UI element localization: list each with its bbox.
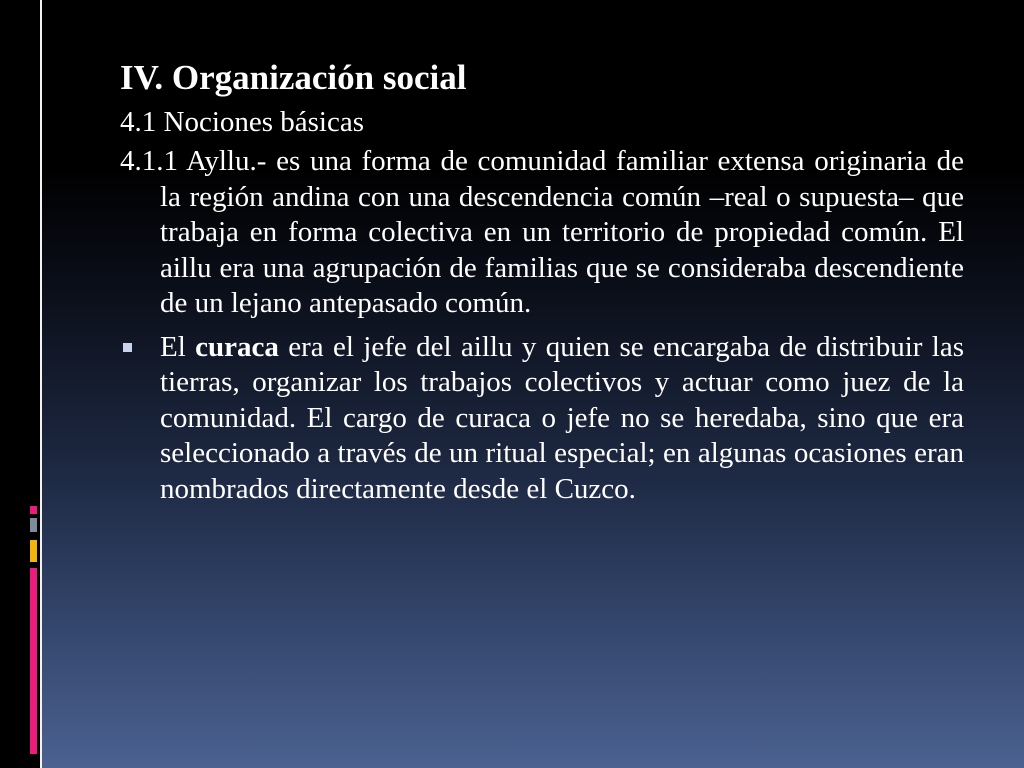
accent-bar-yellow [30, 540, 37, 562]
bullet-bold-term: curaca [195, 330, 279, 363]
section-subtitle: 4.1 Nociones básicas [120, 106, 365, 138]
bullet-lead-text: El [160, 330, 196, 363]
slide-title: IV. Organización social [120, 58, 467, 97]
curaca-bullet-item [120, 330, 964, 508]
accent-bar-pink [30, 568, 37, 754]
left-edge-line [40, 0, 42, 768]
square-bullet-icon [123, 343, 132, 352]
slide-content [120, 56, 964, 507]
accent-bar-pink-top [30, 506, 37, 514]
ayllu-paragraph: 4.1.1 Ayllu.- es una forma de comunidad familiar extensa originaria de la región andina con una descendencia común –real o supuesta– que trabaja en forma colectiva en un territorio de propiedad común. El aillu era una agrupación de familias que se consideraba descendiente de un lejano antepasado común. [120, 145, 964, 319]
bullet-rest-text: era el jefe del aillu y quien se encargaba de distribuir las tierras, organizar los trabajos colectivos y actuar como juez de la comunidad. El cargo de curaca o jefe no se heredaba, sino que era seleccionado a través de un ritual especial; en algunas ocasiones eran nombrados directamente desde el Cuzco. [160, 330, 964, 505]
accent-bar-grey [30, 518, 37, 532]
